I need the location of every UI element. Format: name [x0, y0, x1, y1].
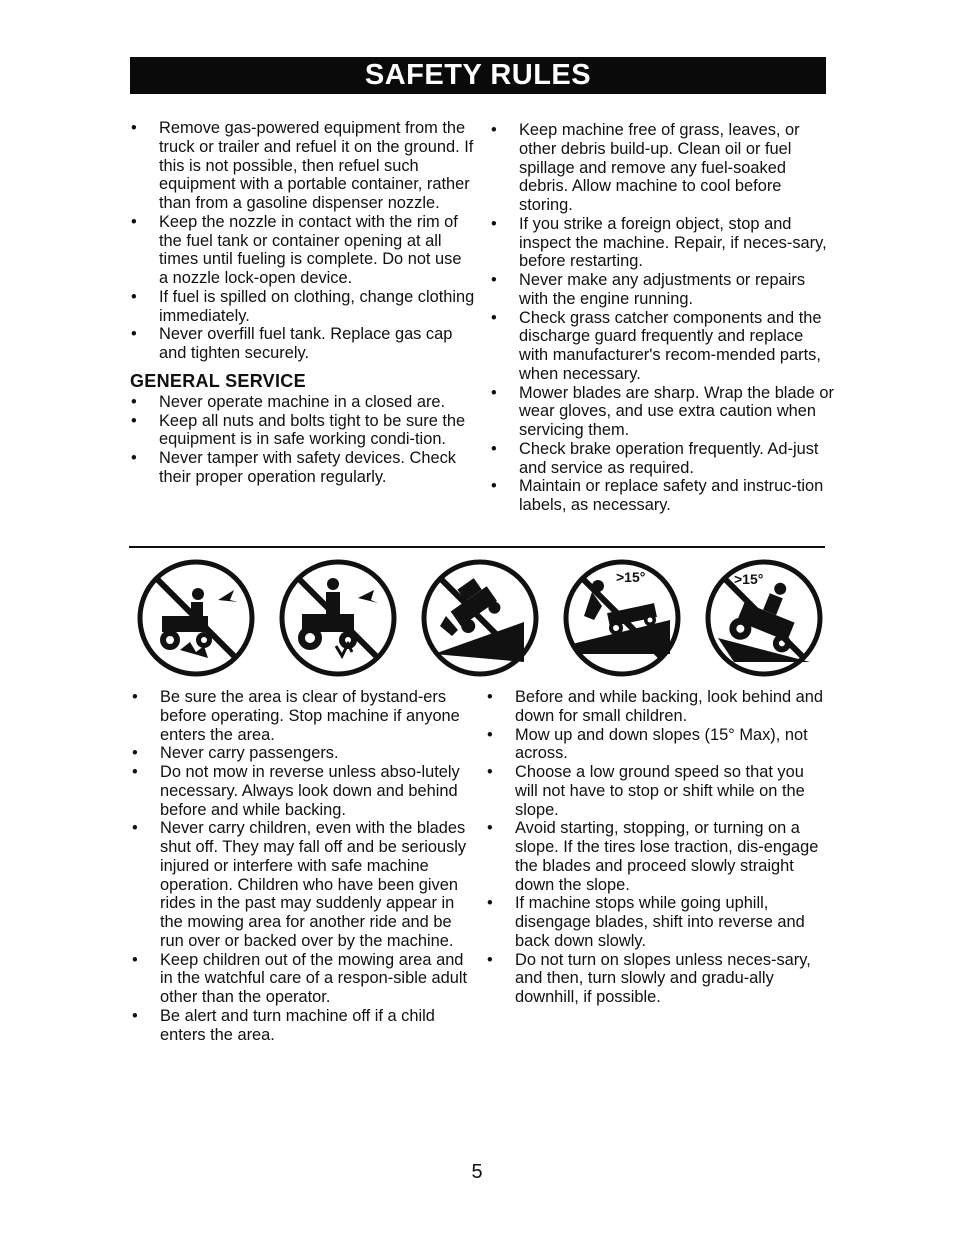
list-item: • Check brake operation frequently. Ad-just and service as required. [490, 440, 835, 478]
list-item: • Avoid starting, stopping, or turning on a slope. If the tires lose traction, dis-engage the blades and proceed slowly straight down the slope. [486, 819, 831, 894]
angle-label: >15° [734, 571, 764, 587]
list-item: • Never carry children, even with the blades shut off. They may fall off and be seriously injured or interfere with safe machine operation. Children who have been given rides in the past may suddenly appear in the mowing area for another ride and be run over or backed over by the machine. [131, 819, 476, 950]
maintenance-list [490, 121, 835, 515]
list-item: • Before and while backing, look behind and down for small children. [486, 688, 831, 726]
bottom-left-column [131, 688, 476, 1044]
list-item: • Never overfill fuel tank. Replace gas cap and tighten securely. [130, 325, 475, 363]
list-item: • Keep machine free of grass, leaves, or other debris build-up. Clean oil or fuel spillage and remove any fuel-soaked debris. Allow machine to cool before storing. [490, 121, 835, 215]
list-item: • Keep all nuts and bolts tight to be sure the equipment is in safe working condi-tion. [130, 412, 475, 450]
list-item: • Choose a low ground speed so that you will not have to stop or shift while on the slope. [486, 763, 831, 819]
page-title: SAFETY RULES [364, 59, 592, 91]
no-bystanders-icon [136, 558, 256, 678]
page-title-banner [130, 57, 826, 94]
list-item: • Be alert and turn machine off if a child enters the area. [131, 1007, 476, 1045]
safety-pictogram-row [136, 558, 826, 678]
slope-over-15-icon [562, 558, 682, 678]
list-item: • If fuel is spilled on clothing, change clothing immediately. [130, 288, 475, 326]
list-item: • Do not turn on slopes unless neces-sary, and then, turn slowly and gradu-ally downhill, if possible. [486, 951, 831, 1007]
list-item: • If machine stops while going uphill, disengage blades, shift into reverse and back down slowly. [486, 894, 831, 950]
list-item: • Maintain or replace safety and instruc-tion labels, as necessary. [490, 477, 835, 515]
list-item: • Never carry passengers. [131, 744, 476, 763]
angle-label: >15° [616, 569, 646, 585]
list-item: • Keep the nozzle in contact with the rim of the fuel tank or container opening at all times until fueling is complete. Do not use a nozzle lock-open device. [130, 213, 475, 288]
operation-safety-list [131, 688, 476, 1044]
page-number: 5 [471, 1161, 483, 1183]
list-item: • Never tamper with safety devices. Check their proper operation regularly. [130, 449, 475, 487]
top-right-column [490, 121, 835, 515]
list-item: • Keep children out of the mowing area and in the watchful care of a respon-sible adult other than the operator. [131, 951, 476, 1007]
section-divider [129, 546, 825, 548]
slope-safety-list [486, 688, 831, 1007]
top-left-column [130, 119, 475, 487]
list-item: • Check grass catcher components and the discharge guard frequently and replace with manufacturer's recom-mended parts, when necessary. [490, 309, 835, 384]
list-item: • Mower blades are sharp. Wrap the blade or wear gloves, and use extra caution when servicing them. [490, 384, 835, 440]
general-service-list [130, 393, 475, 487]
list-item: • Never make any adjustments or repairs with the engine running. [490, 271, 835, 309]
slope-over-15-tip-icon [704, 558, 824, 678]
no-tipping-icon [420, 558, 540, 678]
list-item: • Never operate machine in a closed are. [130, 393, 475, 412]
fuel-safety-list [130, 119, 475, 363]
list-item: • Be sure the area is clear of bystand-ers before operating. Stop machine if anyone enters the area. [131, 688, 476, 744]
list-item: • Do not mow in reverse unless abso-lutely necessary. Always look down and behind before and while backing. [131, 763, 476, 819]
general-service-heading: GENERAL SERVICE [130, 370, 306, 391]
list-item: • If you strike a foreign object, stop and inspect the machine. Repair, if neces-sary, before restarting. [490, 215, 835, 271]
list-item: • Remove gas-powered equipment from the truck or trailer and refuel it on the ground. If this is not possible, then refuel such equipment with a portable container, rather than from a gasoline dispenser nozzle. [130, 119, 475, 213]
list-item: • Mow up and down slopes (15° Max), not across. [486, 726, 831, 764]
no-passengers-icon [278, 558, 398, 678]
bottom-right-column [486, 688, 831, 1007]
